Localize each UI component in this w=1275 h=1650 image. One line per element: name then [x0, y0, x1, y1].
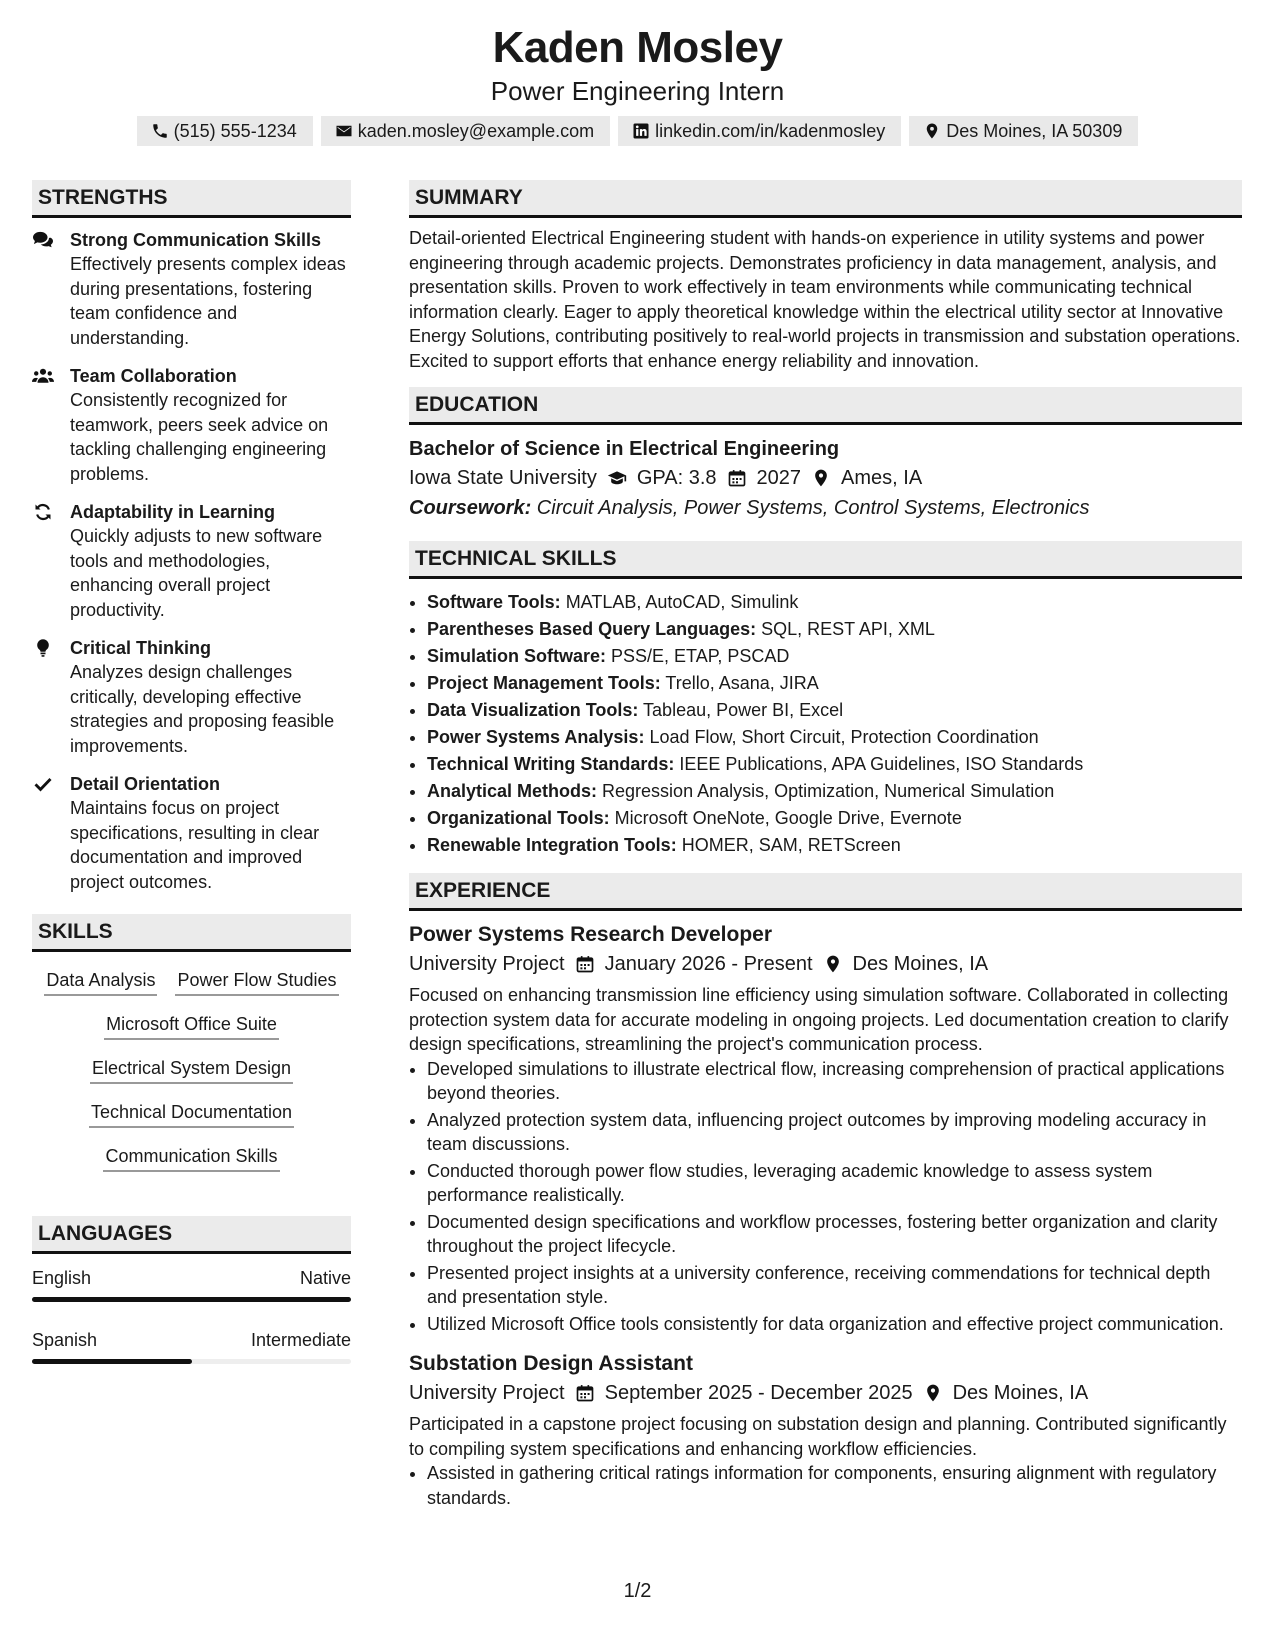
list-item — [427, 778, 1242, 805]
tech-skill-label: Technical Writing Standards: — [427, 754, 675, 774]
language-level: Intermediate — [250, 1330, 351, 1350]
strength-title: Adaptability in Learning — [70, 502, 276, 522]
tech-skill-label: Parentheses Based Query Languages: — [427, 619, 757, 639]
graduation-year: 2027 — [756, 467, 802, 489]
skill-tag: Power Flow Studies — [175, 968, 338, 996]
strength-item — [32, 228, 351, 350]
list-item — [427, 589, 1242, 616]
list-item — [427, 616, 1242, 643]
list-item: • Presented project insights at a university conference, receiving commendations for technical depth and presentation style. — [427, 1261, 1242, 1310]
map-pin-icon — [823, 954, 843, 974]
tech-skill-value: IEEE Publications, APA Guidelines, ISO Standards — [674, 754, 1084, 774]
job-description: Participated in a capstone project focusing on substation design and planning. Contributed significantly to compiling system specifications and enhancing workflow efficiencies. — [409, 1414, 1227, 1459]
tech-skill-label: Data Visualization Tools: — [427, 700, 639, 720]
language-bar — [32, 1359, 351, 1364]
education-heading: EDUCATION — [409, 387, 1242, 425]
coursework-list: Circuit Analysis, Power Systems, Control Systems, Electronics — [531, 497, 1090, 519]
summary-text: Detail-oriented Electrical Engineering student with hands-on experience in utility systems and power engineering through academic projects. Demonstrates proficiency in data management, analysis, and presentation skills. Proven to work effectively in team environments while communicating technical information clearly. Eager to apply theoretical knowledge within the electrical utility sector at Innovative Energy Solutions, contributing positively to real-world projects in transmission and substation operations. Excited to support efforts that enhance energy reliability and innovation. — [409, 228, 1241, 371]
list-item: • Utilized Microsoft Office tools consistently for data organization and effective project communication. — [427, 1312, 1242, 1337]
list-item — [427, 724, 1242, 751]
contact-email[interactable] — [321, 116, 610, 146]
tech-skill-value: SQL, REST API, XML — [756, 619, 935, 639]
right-column — [409, 180, 1242, 1524]
list-item: • Documented design specifications and workflow processes, fostering better organization and clarity throughout the project lifecycle. — [427, 1210, 1242, 1259]
languages-heading: LANGUAGES — [32, 1216, 351, 1254]
calendar-icon — [575, 954, 595, 974]
resume-header — [0, 0, 1275, 146]
strength-item — [32, 364, 351, 486]
tech-skill-value: Trello, Asana, JIRA — [660, 673, 819, 693]
contact-email-text: kaden.mosley@example.com — [357, 120, 595, 141]
list-item — [427, 751, 1242, 778]
strength-item — [32, 636, 351, 758]
strength-title: Critical Thinking — [70, 638, 212, 658]
phone-icon — [151, 122, 169, 140]
candidate-role: Power Engineering Intern — [490, 76, 785, 106]
contact-location-text: Des Moines, IA 50309 — [946, 120, 1123, 141]
gpa: GPA: 3.8 — [636, 467, 717, 489]
tech-skill-value: Microsoft OneNote, Google Drive, Evernote — [609, 808, 962, 828]
technical-skills-heading: TECHNICAL SKILLS — [409, 541, 1242, 579]
strength-desc: Effectively presents complex ideas during presentations, fostering team confidence and understanding. — [70, 254, 346, 348]
tech-skill-label: Power Systems Analysis: — [427, 727, 645, 747]
strength-title: Strong Communication Skills — [70, 230, 322, 250]
language-bar-fill — [32, 1359, 192, 1364]
language-name: English — [32, 1268, 92, 1288]
language-item — [32, 1268, 351, 1302]
strength-desc: Quickly adjusts to new software tools and methodologies, enhancing overall project productivity. — [70, 526, 323, 620]
tech-skill-label: Simulation Software: — [427, 646, 607, 666]
strength-item — [32, 500, 351, 622]
contact-phone[interactable] — [137, 116, 313, 146]
strength-title: Team Collaboration — [70, 366, 237, 386]
language-level: Native — [299, 1268, 351, 1288]
chat-bubbles-icon — [32, 230, 54, 250]
list-item — [427, 670, 1242, 697]
tech-skill-value: HOMER, SAM, RETScreen — [676, 835, 901, 855]
graduation-cap-icon — [607, 468, 627, 488]
map-pin-icon — [811, 468, 831, 488]
job-description: Focused on enhancing transmission line efficiency using simulation software. Collaborated in collecting protection system data for accurate modeling in ongoing projects. Led documentation creation to clarify design specifications, streamlining the project's communication process. — [409, 985, 1229, 1054]
strength-item — [32, 772, 351, 894]
linkedin-icon — [632, 122, 650, 140]
skill-tag: Electrical System Design — [90, 1056, 293, 1084]
language-name: Spanish — [32, 1330, 98, 1350]
tech-skill-value: MATLAB, AutoCAD, Simulink — [560, 592, 799, 612]
lightbulb-icon — [32, 638, 54, 658]
job-org: University Project — [409, 1382, 565, 1404]
job-dates: January 2026 - Present — [604, 953, 813, 975]
strength-desc: Analyzes design challenges critically, developing effective strategies and proposing feasible improvements. — [70, 662, 335, 756]
left-column — [32, 180, 351, 1392]
list-item: • Analyzed protection system data, influencing project outcomes by improving modeling accuracy in team discussions. — [427, 1108, 1242, 1157]
language-bar — [32, 1297, 351, 1302]
job-meta — [409, 949, 1242, 979]
job-bullets — [409, 1057, 1242, 1337]
sync-icon — [32, 502, 54, 522]
list-item — [427, 805, 1242, 832]
contact-linkedin-text: linkedin.com/in/kadenmosley — [655, 120, 886, 141]
calendar-icon — [727, 468, 747, 488]
job-entry — [409, 921, 1242, 1336]
strength-desc: Maintains focus on project specifications, resulting in clear documentation and improved project outcomes. — [70, 798, 320, 892]
tech-skill-value: Load Flow, Short Circuit, Protection Coordination — [644, 727, 1039, 747]
coursework — [409, 493, 1242, 523]
skill-tag: Microsoft Office Suite — [104, 1012, 279, 1040]
checkmark-icon — [32, 774, 54, 794]
job-title: Power Systems Research Developer — [409, 923, 773, 946]
list-item — [427, 697, 1242, 724]
tech-skill-value: Regression Analysis, Optimization, Numerical Simulation — [597, 781, 1055, 801]
school-name: Iowa State University — [409, 467, 597, 489]
summary-heading: SUMMARY — [409, 180, 1242, 218]
job-meta — [409, 1378, 1242, 1408]
skills-list — [32, 962, 351, 1186]
map-pin-icon — [923, 1383, 943, 1403]
degree-title: Bachelor of Science in Electrical Engineering — [409, 438, 840, 460]
strength-desc: Consistently recognized for teamwork, peers seek advice on tackling challenging engineering problems. — [70, 390, 329, 484]
job-location: Des Moines, IA — [952, 1382, 1089, 1404]
page-number: 1/2 — [623, 1580, 652, 1602]
list-item — [427, 832, 1242, 859]
list-item: • Developed simulations to illustrate electrical flow, increasing comprehension of practical applications beyond theories. — [427, 1057, 1242, 1106]
list-item — [427, 643, 1242, 670]
tech-skill-value: Tableau, Power BI, Excel — [638, 700, 844, 720]
job-title: Substation Design Assistant — [409, 1352, 693, 1375]
coursework-label: Coursework: — [409, 497, 532, 519]
candidate-name: Kaden Mosley — [492, 23, 783, 72]
map-pin-icon — [923, 122, 941, 140]
contact-bar — [0, 116, 1275, 146]
education-meta — [409, 463, 1242, 493]
skill-tag: Data Analysis — [44, 968, 157, 996]
envelope-icon — [335, 122, 353, 140]
contact-linkedin[interactable] — [618, 116, 901, 146]
skill-tag: Communication Skills — [103, 1144, 279, 1172]
experience-heading: EXPERIENCE — [409, 873, 1242, 911]
skills-heading: SKILLS — [32, 914, 351, 952]
job-dates: September 2025 - December 2025 — [604, 1382, 913, 1404]
job-bullets — [409, 1461, 1242, 1510]
skill-tag: Technical Documentation — [89, 1100, 294, 1128]
strengths-heading: STRENGTHS — [32, 180, 351, 218]
contact-location — [909, 116, 1138, 146]
language-bar-fill — [32, 1297, 351, 1302]
contact-phone-text: (515) 555-1234 — [173, 120, 297, 141]
tech-skill-value: PSS/E, ETAP, PSCAD — [606, 646, 790, 666]
tech-skill-label: Analytical Methods: — [427, 781, 598, 801]
list-item: • Conducted thorough power flow studies, leveraging academic knowledge to assess system performance realistically. — [427, 1159, 1242, 1208]
technical-skills-list — [409, 589, 1242, 859]
school-location: Ames, IA — [841, 467, 923, 489]
list-item: • Assisted in gathering critical ratings information for components, ensuring alignment with regulatory standards. — [427, 1461, 1242, 1510]
job-org: University Project — [409, 953, 565, 975]
tech-skill-label: Software Tools: — [427, 592, 561, 612]
users-icon — [32, 366, 54, 386]
strength-title: Detail Orientation — [70, 774, 221, 794]
tech-skill-label: Project Management Tools: — [427, 673, 661, 693]
job-location: Des Moines, IA — [852, 953, 989, 975]
tech-skill-label: Renewable Integration Tools: — [427, 835, 677, 855]
language-item — [32, 1330, 351, 1364]
tech-skill-label: Organizational Tools: — [427, 808, 610, 828]
calendar-icon — [575, 1383, 595, 1403]
job-entry — [409, 1350, 1242, 1510]
